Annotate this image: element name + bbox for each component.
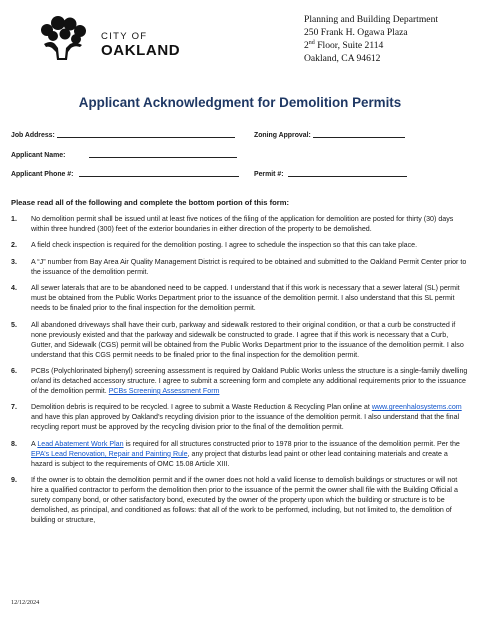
applicant-name-label: Applicant Name: xyxy=(11,152,66,159)
item-text-body: Demolition debris is required to be recycled. I agree to submit a Waste Reduction & Recycling Plan online at xyxy=(31,403,372,412)
list-item xyxy=(11,439,471,469)
list-item xyxy=(11,283,471,313)
zoning-approval-input[interactable] xyxy=(313,130,405,138)
department-address xyxy=(304,13,438,65)
item-number: 2. xyxy=(11,241,17,250)
permit-number-label: Permit #: xyxy=(254,171,284,178)
applicant-phone-input[interactable] xyxy=(79,169,239,177)
item-text xyxy=(31,366,471,396)
dept-floor-suffix: nd xyxy=(308,39,315,46)
list-item xyxy=(11,475,471,525)
item-number: 9. xyxy=(11,476,17,485)
dept-floor-suite: Floor, Suite 2114 xyxy=(314,40,384,51)
list-item xyxy=(11,257,471,277)
item-text-body: , any project that disturbs lead paint or other lead containing materials and create a hazard is subject to the requirements of OMC 15.08 Article XIII. xyxy=(31,449,448,468)
list-item xyxy=(11,402,471,432)
applicant-name-input[interactable] xyxy=(89,150,237,158)
item-number: 1. xyxy=(11,215,17,223)
item-text: All sewer laterals that are to be abandoned need to be capped. I understand that if this work is necessary that a sewer lateral (SL) permit must be obtained from the Public Works Department prior to the issuance of the demolition permit. I also understand that this SL permit needs to be finaled prior to the final inspection for the demolition permit. xyxy=(31,284,460,313)
list-item xyxy=(11,240,471,250)
item-number: 7. xyxy=(11,403,17,412)
list-item xyxy=(11,366,471,396)
item-text: A field check inspection is required for the demolition posting. I agree to schedule the inspection so that this can take place. xyxy=(31,241,418,250)
dept-floor xyxy=(304,39,438,52)
item-text: All abandoned driveways shall have their curb, parkway and sidewalk restored to their original condition, or that a curb be constructed if none previously existed and that the parkway and sidewalk be constructed to grade. I agree that if this work is necessary that a Curb, Gutter, and Sidewalk (CGS) permit will be obtained from the Public Works Department prior to the issuance of the demolition permit. I also understand that this CGS permit needs to be finaled prior to the final inspection for the demolition permit. xyxy=(31,320,464,359)
footer-date: 12/12/2024 xyxy=(11,599,40,606)
zoning-approval-label: Zoning Approval: xyxy=(254,132,311,139)
oak-tree-icon xyxy=(31,14,93,66)
dept-street: 250 Frank H. Ogawa Plaza xyxy=(304,27,408,38)
epa-lead-rule-link[interactable]: EPA’s Lead Renovation, Repair and Painting Rule xyxy=(31,449,188,458)
item-text: If the owner is to obtain the demolition permit and if the owner does not hold a valid license to demolish buildings or structures or will not hire a qualified contractor to perform the demolition then prior to the issuance of the permit the owner shall file with the Building Official a surety company bond, or other satisfactory bond, executed by the owner of the property upon which the building or structure is to be demolished, as principal, and conditioned as follows: that all of the work to be performed, including, but not limited to, the demolition of building or structure, xyxy=(31,476,458,525)
list-item xyxy=(11,320,471,360)
item-text: A “J” number from Bay Area Air Quality Management District is required to be obtained and submitted to the Oakland Permit Center prior to the issuance of the demolition permit. xyxy=(31,257,467,276)
dept-name: Planning and Building Department xyxy=(304,14,439,25)
item-text-body: is required for all structures constructed prior to 1978 prior to the issuance of the demolition permit. Per the xyxy=(123,439,460,448)
item-number: 4. xyxy=(11,284,17,293)
job-address-input[interactable] xyxy=(57,130,235,138)
dept-floor-number: 2 xyxy=(304,40,309,51)
item-number: 8. xyxy=(11,439,17,448)
logo-oakland-text: OAKLAND xyxy=(101,42,181,59)
applicant-name-field xyxy=(11,150,237,159)
zoning-approval-field xyxy=(254,130,405,139)
permit-number-input[interactable] xyxy=(288,169,407,177)
applicant-phone-label: Applicant Phone #: xyxy=(11,171,74,178)
job-address-label: Job Address: xyxy=(11,132,55,139)
item-text: No demolition permit shall be issued until at least five notices of the filing of the application for demolition are posted for thirty (30) days within three hundred (300) feet of the exterior boundaries in either direction of the property to be demolished. xyxy=(31,215,454,233)
city-logo xyxy=(31,14,191,66)
item-text-body: A xyxy=(31,439,38,448)
item-text-body: and have this plan approved by Oakland’s recycling division prior to the issuance of the demolition permit. I also understand that the final recycling report must be approved by the recycling division prior to the final of the demolition permit. xyxy=(31,413,460,432)
item-number: 6. xyxy=(11,366,17,375)
greenhalo-systems-link[interactable]: www.greenhalosystems.com xyxy=(371,403,462,412)
requirements-list xyxy=(11,214,471,532)
logo-city-text: CITY OF xyxy=(101,31,148,42)
dept-city: Oakland, CA 94612 xyxy=(304,53,381,64)
item-number: 3. xyxy=(11,257,17,266)
pcbs-screening-form-link[interactable]: PCBs Screening Assessment Form xyxy=(108,386,220,395)
item-text xyxy=(31,402,471,432)
permit-number-field xyxy=(254,169,407,178)
page-title: Applicant Acknowledgment for Demolition Permits xyxy=(78,95,402,110)
list-item xyxy=(11,214,471,234)
applicant-phone-field xyxy=(11,169,239,178)
item-text xyxy=(31,439,471,469)
item-text-body: PCBs (Polychlorinated biphenyl) screening assessment is required by Oakland Public Works unless the structure is a single-family dwelling or/and its detached accessory structure. I agree to submit a screening form and complete any additional requirements prior to the issuance of the demolition permit. xyxy=(31,366,468,395)
lead-abatement-plan-link[interactable]: Lead Abatement Work Plan xyxy=(37,439,124,448)
job-address-field xyxy=(11,130,235,139)
item-number: 5. xyxy=(11,320,17,329)
instructions-heading: Please read all of the following and complete the bottom portion of this form: xyxy=(11,198,290,207)
